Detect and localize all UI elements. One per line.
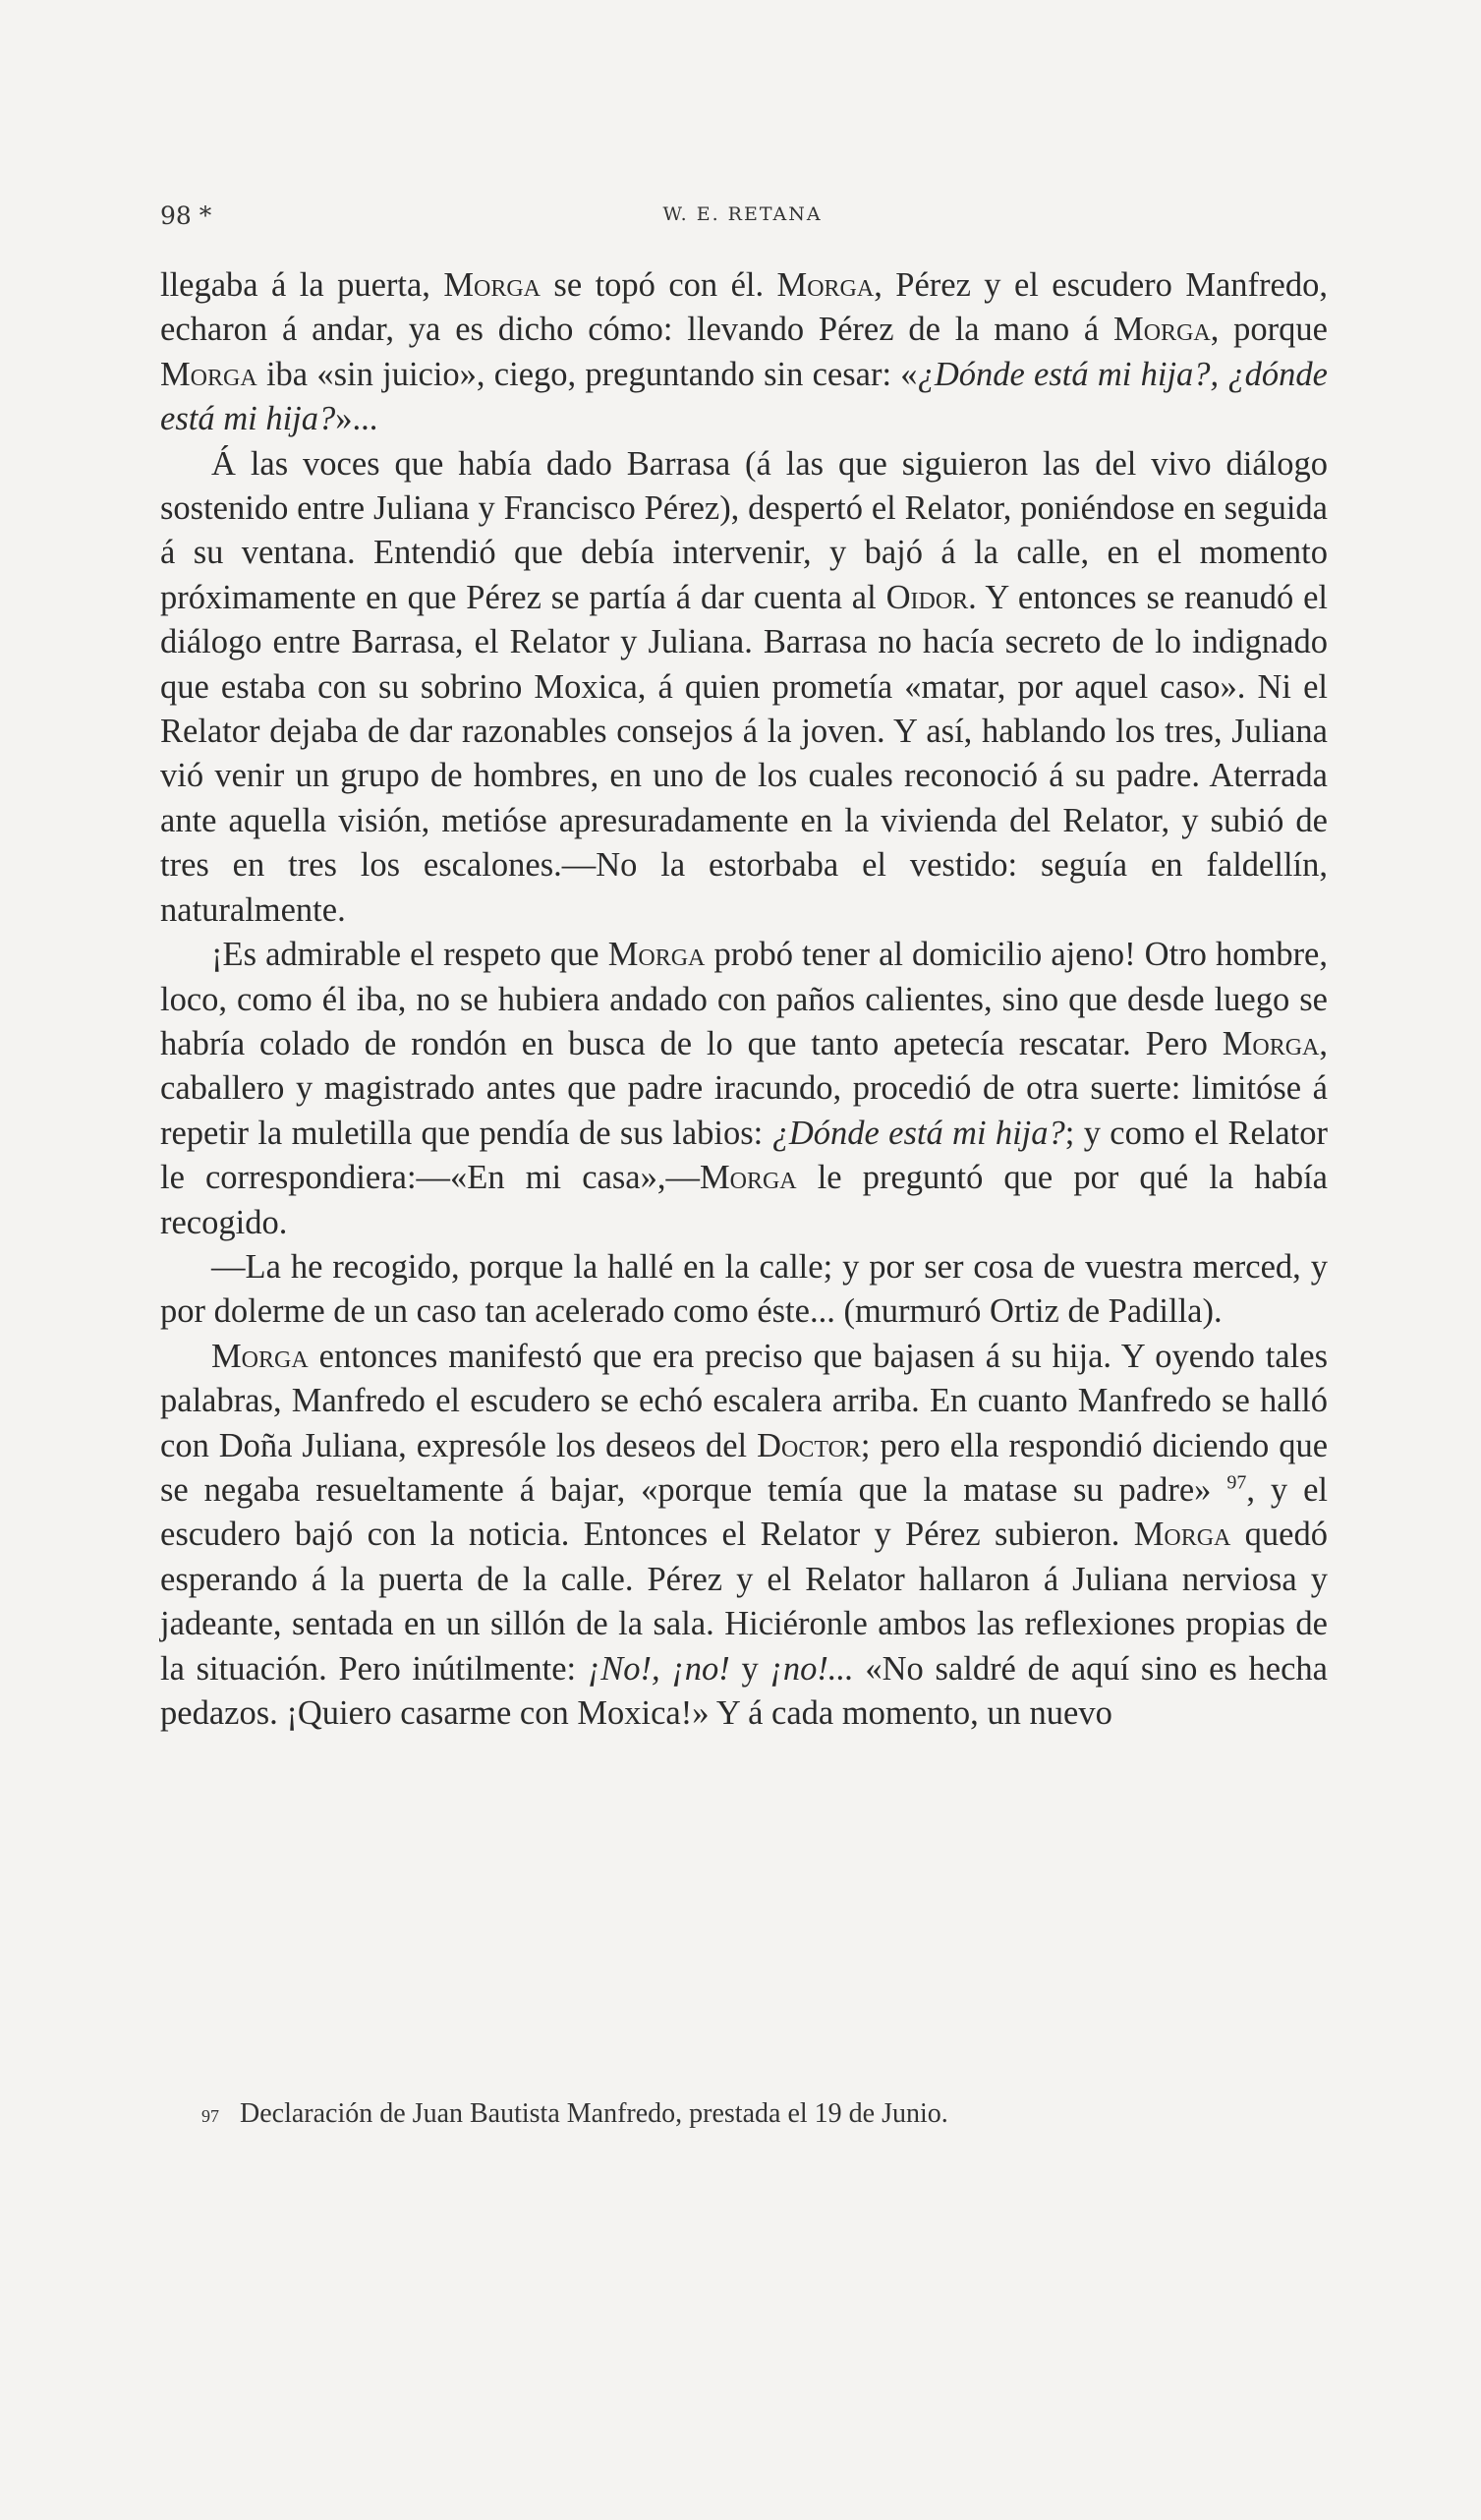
body-text — [160, 263, 1328, 1736]
text-run: ¿Dónde está mi hija? — [771, 1114, 1065, 1152]
text-run: , porque — [1210, 311, 1328, 349]
text-run: Morga — [211, 1337, 309, 1375]
text-run: ¡Es admirable el respeto que — [211, 936, 608, 974]
text-run: Morga — [607, 936, 706, 974]
text-run: Doctor — [757, 1426, 861, 1464]
paragraph — [160, 263, 1328, 442]
text-run: ¡no!... — [769, 1649, 854, 1688]
text-run: Oidor — [885, 578, 969, 616]
text-run: Morga — [160, 355, 257, 393]
text-run: —La he recogido, porque la hallé en la calle; y por ser cosa de vuestra merced, y por dolerme de un caso tan acelerado como éste... (murmuró Ortiz de Padilla). — [160, 1247, 1328, 1331]
text-run: Morga — [1113, 311, 1211, 349]
footnote-ref: 97 — [1226, 1471, 1247, 1494]
footnote — [201, 2098, 1322, 2130]
text-run: «No saldré de aquí sino es hecha pedazos. ¡Quiero casarme con Moxica!» Y á cada momento, un nuevo — [160, 1649, 1328, 1732]
text-run: , Pérez y el escudero Manfredo, echaron á andar, ya es dicho cómo: llevando Pérez de la mano á — [160, 266, 1328, 349]
text-run: Morga — [776, 266, 875, 304]
footnote-text: Declaración de Juan Bautista Manfredo, prestada el 19 de Junio. — [240, 2098, 948, 2129]
text-run: , y el escudero bajó con la noticia. Entonces el Relator y Pérez subieron. — [160, 1470, 1328, 1554]
paragraph — [160, 1245, 1328, 1335]
text-run: . Y entonces se reanudó el diálogo entre Barrasa, el Relator y Juliana. Barrasa no hacía secreto de lo indignado que estaba con su sobrino Moxica, á quien prometía «matar, por aquel caso». Ni el Relator dejaba de dar razonables consejos á la joven. Y así, hablando los tres, Juliana vió venir un grupo de hombres, en uno de los cuales reconoció á su padre. Aterrada ante aquella visión, metióse apresuradamente en la vivienda del Relator, y subió de tres en tres los escalones.—No la estorbaba el vestido: seguía en faldellín, naturalmente. — [160, 578, 1328, 929]
text-run: entonces manifestó que era preciso que bajasen á su hija. Y oyendo tales palabras, Manfredo el escudero se echó escalera arriba. En cuanto Manfredo se halló con Doña Juliana, expresóle los deseos del — [160, 1337, 1328, 1464]
text-run: probó tener al domicilio ajeno! Otro hombre, loco, como él iba, no se hubiera andado con paños calientes, sino que desde luego se habría colado de rondón en busca de lo que tanto apetecía rescatar. Pero — [160, 936, 1328, 1062]
paragraph — [160, 442, 1328, 933]
text-run: ; y como el Relator le correspondiera:—«En mi casa»,— — [160, 1114, 1328, 1197]
text-run: llegaba á la puerta, — [160, 266, 444, 304]
text-run: Morga — [1133, 1516, 1231, 1554]
text-run: Á las voces que había dado Barrasa (á las que siguieron las del vivo diálogo sostenido entre Juliana y Francisco Pérez), despertó el Relator, poniéndose en seguida á su ventana. Entendió que debía intervenir, y bajó á la calle, en el momento próximamente en que Pérez se partía á dar cuenta al — [160, 444, 1328, 616]
footnote-number: 97 — [201, 2106, 219, 2126]
text-run: ¡No!, ¡no! — [587, 1649, 730, 1688]
page-number: 98 * — [160, 201, 212, 230]
text-run: Morga — [443, 266, 541, 304]
text-run: Morga — [699, 1159, 797, 1197]
text-run: Morga — [1222, 1024, 1320, 1062]
paragraph — [160, 1335, 1328, 1737]
text-run: quedó esperando á la puerta de la calle. Pérez y el Relator hallaron á Juliana nerviosa y jadeante, sentada en un sillón de la sala. Hiciéronle ambos las reflexiones propias de la situación. Pero inútilmente: — [160, 1516, 1328, 1688]
paragraph — [160, 933, 1328, 1245]
text-run: ; pero ella respondió diciendo que se negaba resueltamente á bajar, «porque temía que la matase su padre» — [160, 1426, 1329, 1509]
text-run: iba «sin juicio», ciego, preguntando sin cesar: « — [256, 355, 918, 393]
running-head: W. E. RETANA — [662, 203, 823, 225]
text-run: le preguntó que por qué la había recogido. — [160, 1159, 1328, 1241]
text-run: , caballero y magistrado antes que padre iracundo, procedió de otra suerte: limitóse á repetir la muletilla que pendía de sus labios: — [160, 1024, 1328, 1152]
text-run: »... — [335, 400, 378, 438]
text-run: se topó con él. — [541, 266, 777, 304]
text-run: y — [729, 1649, 770, 1688]
text-run: ¿Dónde está mi hija?, ¿dónde está mi hija? — [160, 355, 1328, 438]
